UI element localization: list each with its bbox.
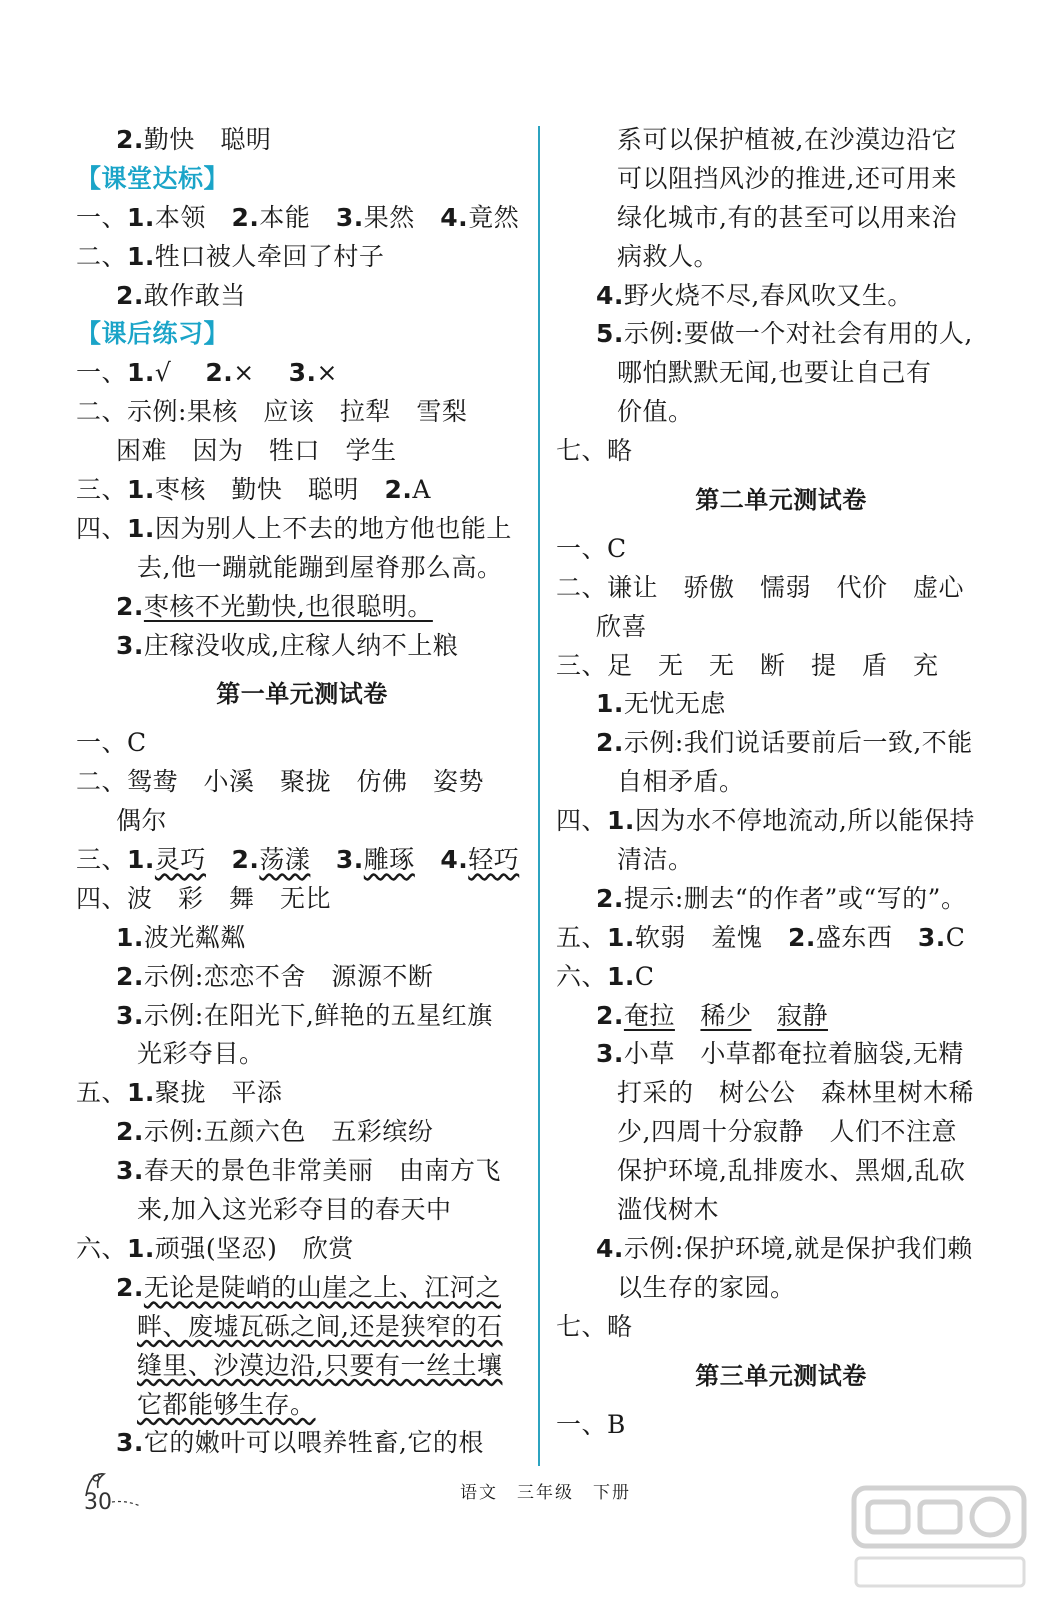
item-number: 3. bbox=[116, 630, 144, 660]
page-number: 30 bbox=[84, 1490, 112, 1515]
item-number: 2. bbox=[596, 728, 624, 758]
answer-line bbox=[556, 530, 1006, 569]
answer-line bbox=[556, 958, 1006, 997]
item-number: 3. bbox=[288, 358, 317, 388]
answer-text: 果然 bbox=[363, 202, 441, 232]
item-number: 1. bbox=[596, 689, 624, 719]
answer-text: A bbox=[412, 475, 431, 505]
answer-line bbox=[556, 277, 1006, 316]
answer-text: 提示:删去“的作者”或“写的”。 bbox=[623, 883, 967, 913]
answer-text: 打采的 树公公 森林里树木稀 bbox=[617, 1078, 975, 1108]
answer-text: 示例:在阳光下,鲜艳的五星红旗 bbox=[143, 1000, 493, 1030]
answer-text: C bbox=[945, 922, 966, 952]
answer-text: 一、C bbox=[556, 533, 627, 563]
answer-text: 六、 bbox=[556, 961, 608, 991]
underlined-answer: 寂静 bbox=[776, 1000, 828, 1030]
answer-text: 波光粼粼 bbox=[143, 922, 246, 952]
answer-text: C bbox=[634, 961, 655, 991]
answer-text: 四、 bbox=[556, 806, 608, 836]
answer-line bbox=[556, 393, 1006, 432]
answer-text: 滥伐树木 bbox=[617, 1195, 720, 1225]
answer-line bbox=[76, 1230, 528, 1269]
answer-text: 欣喜 bbox=[596, 611, 648, 641]
answer-text: 去,他一蹦就能蹦到屋脊那么高。 bbox=[137, 552, 503, 582]
answer-text: 庄稼没收成,庄稼人纳不上粮 bbox=[143, 630, 459, 660]
answer-line bbox=[556, 199, 1006, 238]
answer-line bbox=[556, 1035, 1006, 1074]
answer-line bbox=[556, 1269, 1006, 1308]
answer-text: 光彩夺目。 bbox=[137, 1039, 265, 1069]
answer-text: 聚拢 平添 bbox=[154, 1078, 283, 1108]
answer-line bbox=[556, 802, 1006, 841]
answer-text: 七、略 bbox=[556, 436, 633, 466]
answer-text bbox=[415, 845, 441, 874]
answer-text: 它的嫩叶可以喂养牲畜,它的根 bbox=[143, 1428, 484, 1458]
item-number: 1. bbox=[127, 1233, 155, 1263]
answer-line bbox=[556, 354, 1006, 393]
answer-line bbox=[76, 627, 528, 666]
answer-text: 七、略 bbox=[556, 1311, 633, 1341]
item-number: 3. bbox=[917, 922, 946, 952]
answer-text: 一、C bbox=[76, 728, 147, 758]
answer-line bbox=[76, 919, 528, 958]
answer-text: 四、 bbox=[76, 513, 128, 543]
section-title: 第一单元测试卷 bbox=[216, 680, 388, 709]
item-number: 2. bbox=[231, 845, 260, 875]
answer-text: 【课堂达标】 bbox=[76, 163, 230, 193]
answer-line bbox=[76, 510, 528, 549]
answer-line bbox=[556, 919, 1006, 958]
item-number: 2. bbox=[231, 202, 260, 232]
answer-line bbox=[76, 1386, 528, 1425]
answer-text: 一、 bbox=[76, 358, 128, 388]
answer-text: 以生存的家园。 bbox=[617, 1272, 796, 1302]
wavy-underlined-answer: 它都能够生存。 bbox=[137, 1389, 316, 1419]
answer-line bbox=[556, 432, 1006, 471]
answer-text: 系可以保护植被,在沙漠边沿它 bbox=[617, 125, 957, 154]
answer-text: 本能 bbox=[259, 202, 336, 232]
answer-line bbox=[76, 199, 528, 238]
answer-line bbox=[76, 238, 528, 277]
item-number: 3. bbox=[116, 1428, 144, 1458]
answer-text: 顽强(坚忍) 欣赏 bbox=[154, 1233, 354, 1263]
answer-text: 自相矛盾。 bbox=[617, 767, 745, 797]
answer-line bbox=[556, 608, 1006, 647]
answer-line bbox=[76, 549, 528, 588]
item-number: 1. bbox=[127, 475, 155, 505]
answer-text: 五、 bbox=[556, 922, 608, 952]
answer-text: 三、 bbox=[76, 845, 128, 875]
answer-line bbox=[556, 160, 1006, 199]
wavy-underlined-answer: 畔、废墟瓦砾之间,还是狭窄的石 bbox=[137, 1311, 503, 1341]
item-number: 1. bbox=[127, 358, 155, 388]
answer-line bbox=[76, 958, 528, 997]
item-number: 2. bbox=[116, 591, 144, 621]
item-number: 2. bbox=[116, 1272, 144, 1302]
answer-text: 示例:要做一个对社会有用的人, bbox=[623, 319, 973, 349]
answer-text: 二、示例:果核 应该 拉犁 雪梨 bbox=[76, 397, 468, 427]
answer-line bbox=[556, 997, 1006, 1036]
section-title: 第三单元测试卷 bbox=[695, 1361, 867, 1390]
answer-line bbox=[76, 724, 528, 763]
item-number: 4. bbox=[440, 202, 469, 232]
item-number: 1. bbox=[127, 202, 155, 232]
answer-line bbox=[556, 647, 1006, 686]
answer-line bbox=[76, 763, 528, 802]
wavy-underlined-answer: 荡漾 bbox=[259, 845, 311, 875]
answer-line bbox=[76, 1424, 528, 1463]
answer-text: 四、波 彩 舞 无比 bbox=[76, 883, 332, 913]
underlined-answer: 稀少 bbox=[700, 1000, 752, 1030]
answer-text bbox=[675, 1001, 701, 1030]
answer-text: 示例:五颜六色 五彩缤纷 bbox=[143, 1117, 434, 1147]
answer-text: √ bbox=[154, 358, 206, 388]
item-number: 2. bbox=[596, 1000, 624, 1030]
answer-text: 三、 bbox=[76, 475, 128, 505]
item-number: 2. bbox=[384, 475, 413, 505]
item-number: 1. bbox=[116, 922, 144, 952]
answer-line bbox=[556, 724, 1006, 763]
item-number: 3. bbox=[335, 202, 364, 232]
answer-text: 清洁。 bbox=[617, 845, 694, 875]
answer-text bbox=[206, 845, 232, 874]
answer-text: 示例:保护环境,就是保护我们赖 bbox=[623, 1233, 973, 1263]
underlined-answer: 枣核不光勤快,也很聪明。 bbox=[143, 591, 433, 621]
section-heading bbox=[76, 315, 528, 354]
answer-text: 一、 bbox=[76, 202, 128, 232]
answer-text: 本领 bbox=[154, 202, 232, 232]
wavy-underlined-answer: 灵巧 bbox=[154, 845, 206, 875]
item-number: 1. bbox=[127, 513, 155, 543]
answer-line bbox=[556, 1113, 1006, 1152]
item-number: 1. bbox=[127, 241, 155, 271]
answer-text: 三、足 无 无 断 提 盾 充 bbox=[556, 650, 939, 680]
answer-text: 绿化城市,有的甚至可以用来治 bbox=[617, 202, 957, 232]
answer-text: 可以阻挡风沙的推进,还可用来 bbox=[617, 163, 957, 193]
answer-text: 枣核 勤快 聪明 bbox=[154, 475, 385, 505]
answer-text: 竟然 bbox=[468, 202, 520, 232]
answer-line bbox=[556, 763, 1006, 802]
answer-line bbox=[76, 1035, 528, 1074]
item-number: 2. bbox=[116, 961, 144, 991]
answer-line bbox=[76, 1269, 528, 1308]
answer-text: 二、鸳鸯 小溪 聚拢 仿佛 姿势 bbox=[76, 767, 485, 797]
answer-text bbox=[751, 1001, 777, 1030]
answer-text: 勤快 聪明 bbox=[143, 125, 272, 154]
answer-line bbox=[76, 802, 528, 841]
answer-line bbox=[556, 315, 1006, 354]
left-column bbox=[76, 121, 528, 1463]
right-column bbox=[556, 121, 1006, 1444]
answer-line bbox=[76, 1113, 528, 1152]
watermark-logo-icon bbox=[850, 1482, 1035, 1592]
answer-text: 一、B bbox=[556, 1409, 626, 1439]
answer-line bbox=[76, 1308, 528, 1347]
section-heading bbox=[76, 160, 528, 199]
answer-line bbox=[556, 1406, 1006, 1445]
wavy-underlined-answer: 无论是陡峭的山崖之上、江河之 bbox=[143, 1272, 501, 1302]
answer-text: 无忧无虑 bbox=[623, 689, 726, 719]
answer-text: 六、 bbox=[76, 1233, 128, 1263]
answer-text: 【课后练习】 bbox=[76, 319, 230, 349]
answer-line bbox=[556, 238, 1006, 277]
answer-text bbox=[310, 845, 336, 874]
answer-text: 来,加入这光彩夺目的春天中 bbox=[137, 1195, 452, 1225]
answer-line bbox=[556, 1230, 1006, 1269]
answer-text: 保护环境,乱排废水、黑烟,乱砍 bbox=[617, 1156, 966, 1186]
item-number: 3. bbox=[116, 1000, 144, 1030]
answer-text: 敢作敢当 bbox=[143, 280, 246, 310]
answer-text: 牲口被人牵回了村子 bbox=[154, 241, 385, 271]
answer-text: 少,四周十分寂静 人们不注意 bbox=[617, 1117, 957, 1147]
answer-text: 盛东西 bbox=[815, 922, 918, 952]
answer-line bbox=[556, 1191, 1006, 1230]
answer-line bbox=[556, 1152, 1006, 1191]
answer-line bbox=[556, 1074, 1006, 1113]
answer-line bbox=[556, 121, 1006, 160]
answer-text: 小草 小草都奄拉着脑袋,无精 bbox=[623, 1039, 964, 1069]
answer-line bbox=[556, 1308, 1006, 1347]
item-number: 1. bbox=[127, 845, 155, 875]
answer-text: 偶尔 bbox=[116, 806, 168, 836]
answer-line bbox=[76, 393, 528, 432]
item-number: 4. bbox=[596, 280, 624, 310]
item-number: 1. bbox=[127, 1078, 155, 1108]
answer-text: 二、谦让 骄傲 懦弱 代价 虚心 bbox=[556, 572, 965, 602]
item-number: 1. bbox=[607, 922, 635, 952]
item-number: 4. bbox=[440, 845, 469, 875]
item-number: 4. bbox=[596, 1233, 624, 1263]
wavy-underlined-answer: 缝里、沙漠边沿,只要有一丝土壤 bbox=[137, 1350, 503, 1380]
footer-subject: 语文 三年级 下册 bbox=[460, 1483, 631, 1503]
answer-line bbox=[76, 277, 528, 316]
answer-line bbox=[76, 354, 528, 393]
answer-line bbox=[556, 685, 1006, 724]
underlined-answer: 奄拉 bbox=[623, 1000, 675, 1030]
item-number: 3. bbox=[596, 1039, 624, 1069]
answer-line bbox=[76, 432, 528, 471]
answer-line bbox=[76, 997, 528, 1036]
answer-line bbox=[76, 1074, 528, 1113]
item-number: 3. bbox=[116, 1156, 144, 1186]
answer-text: 因为别人上不去的地方他也能上 bbox=[154, 513, 512, 543]
answer-text: 春天的景色非常美丽 由南方飞 bbox=[143, 1156, 501, 1186]
item-number: 2. bbox=[116, 280, 144, 310]
answer-text: 示例:恋恋不舍 源源不断 bbox=[143, 961, 434, 991]
answer-line bbox=[76, 588, 528, 627]
item-number: 1. bbox=[607, 961, 635, 991]
answer-line bbox=[76, 841, 528, 880]
item-number: 2. bbox=[596, 883, 624, 913]
answer-text: 困难 因为 牲口 学生 bbox=[116, 436, 397, 466]
wavy-underlined-answer: 雕琢 bbox=[363, 845, 415, 875]
answer-line bbox=[76, 121, 528, 160]
item-number: 2. bbox=[205, 358, 234, 388]
answer-text: 野火烧不尽,春风吹又生。 bbox=[623, 280, 913, 310]
answer-line bbox=[556, 880, 1006, 919]
column-divider bbox=[538, 126, 540, 1466]
answer-line bbox=[76, 1152, 528, 1191]
answer-line bbox=[76, 1191, 528, 1230]
answer-line bbox=[76, 471, 528, 510]
item-number: 1. bbox=[607, 806, 635, 836]
answer-text: 哪怕默默无闻,也要让自己有 bbox=[617, 358, 932, 388]
item-number: 2. bbox=[116, 125, 144, 154]
answer-line bbox=[76, 880, 528, 919]
answer-line bbox=[76, 1347, 528, 1386]
wavy-underlined-answer: 轻巧 bbox=[468, 845, 520, 875]
answer-text: × bbox=[233, 358, 289, 388]
answer-text: × bbox=[316, 358, 338, 388]
answer-text: 病救人。 bbox=[617, 241, 720, 271]
answer-text: 软弱 羞愧 bbox=[634, 922, 788, 952]
item-number: 3. bbox=[335, 845, 364, 875]
answer-text: 价值。 bbox=[617, 397, 694, 427]
section-title: 第二单元测试卷 bbox=[695, 486, 867, 515]
item-number: 2. bbox=[116, 1117, 144, 1147]
item-number: 2. bbox=[787, 922, 816, 952]
answer-text: 因为水不停地流动,所以能保持 bbox=[634, 806, 975, 836]
answer-text: 二、 bbox=[76, 241, 128, 271]
answer-text: 示例:我们说话要前后一致,不能 bbox=[623, 728, 973, 758]
answer-text: 五、 bbox=[76, 1078, 128, 1108]
item-number: 5. bbox=[596, 319, 624, 349]
answer-line bbox=[556, 841, 1006, 880]
answer-line bbox=[556, 569, 1006, 608]
